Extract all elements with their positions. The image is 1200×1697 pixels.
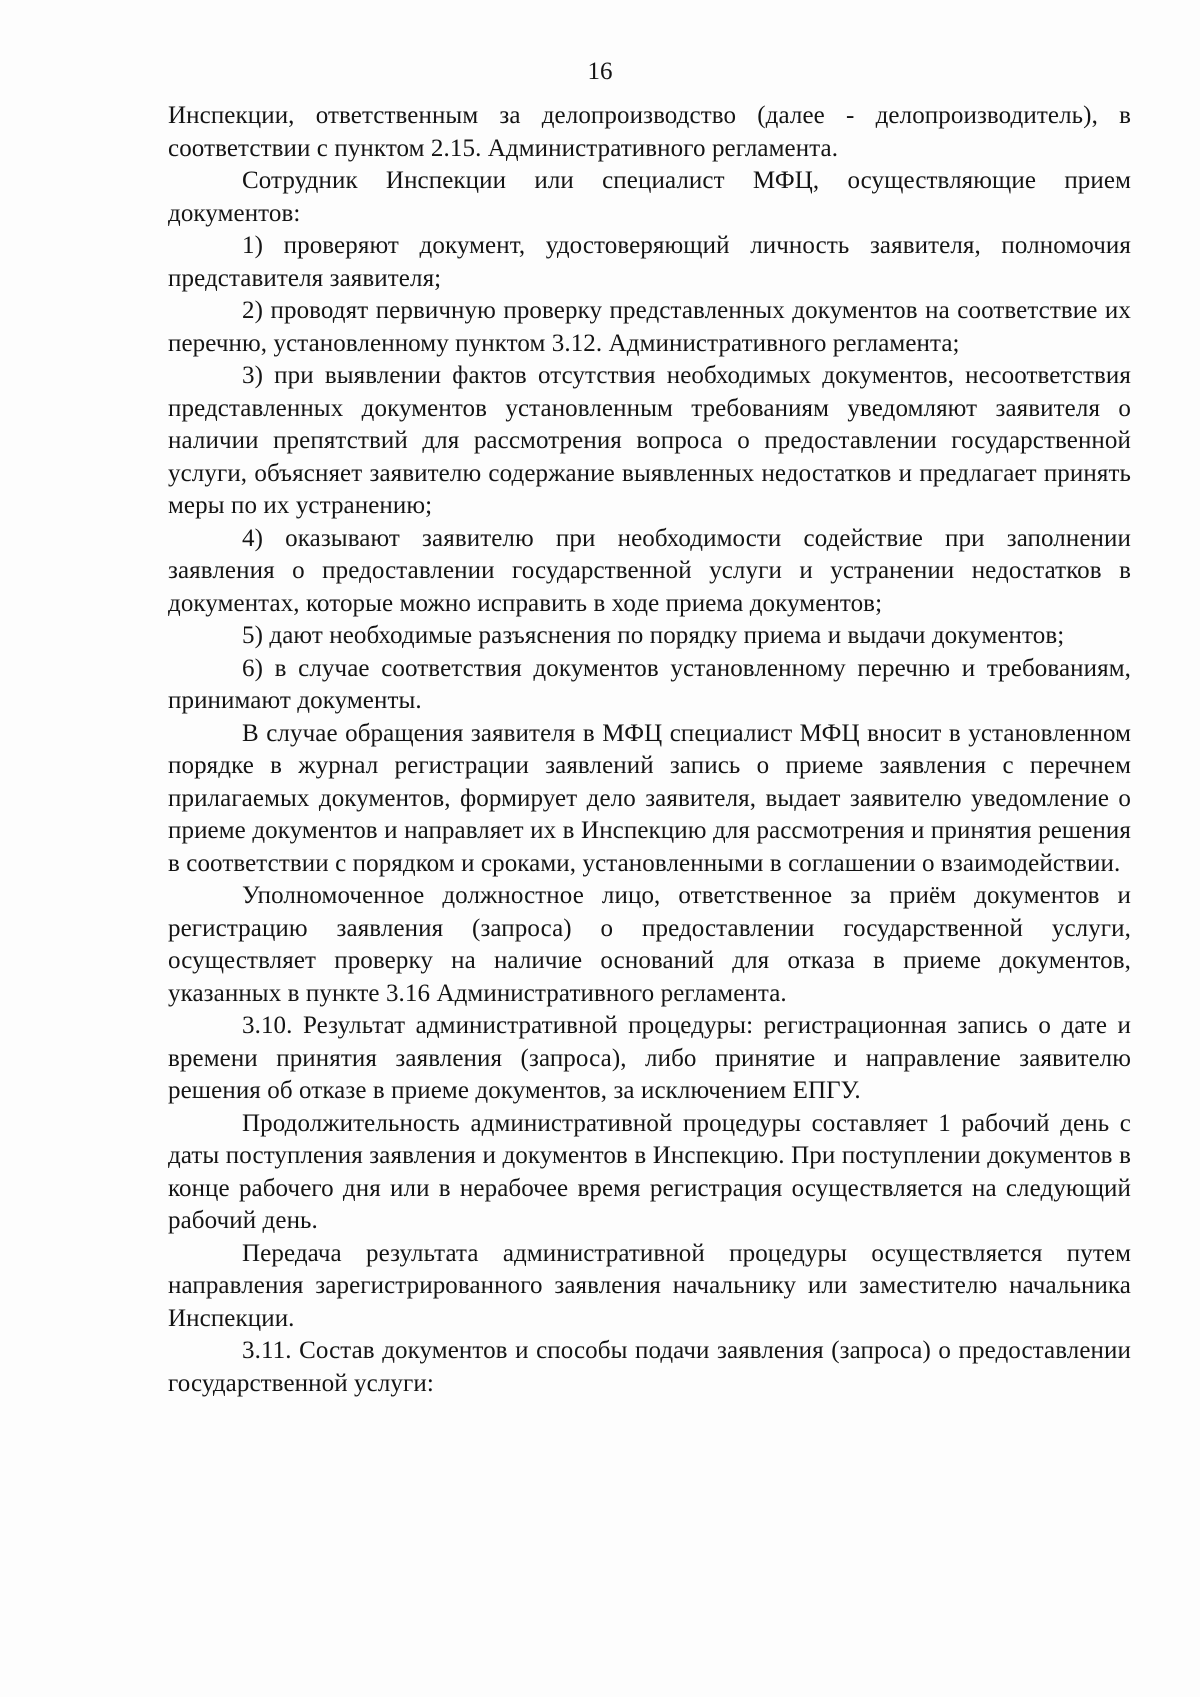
- paragraph: Передача результата административной процедуры осуществляется путем направления зарегистрированного заявления начальнику или заместителю начальника Инспекции.: [168, 1239, 1131, 1332]
- list-item-2: 2) проводят первичную проверку представленных документов на соответствие их перечню, установленному пунктом 3.12. Административного регламента;: [168, 297, 1131, 357]
- paragraph: Сотрудник Инспекции или специалист МФЦ, осуществляющие прием документов:: [168, 167, 1131, 227]
- section-3-11: 3.11. Состав документов и способы подачи заявления (запроса) о предоставлении государственной услуги:: [168, 1337, 1131, 1397]
- section-3-10: 3.10. Результат административной процедуры: регистрационная запись о дате и времени принятия заявления (запроса), либо принятие и направление заявителю решения об отказе в приеме документов, за исключением ЕПГУ.: [168, 1012, 1131, 1104]
- paragraph: В случае обращения заявителя в МФЦ специалист МФЦ вносит в установленном порядке в журнал регистрации заявлений запись о приеме заявления с перечнем прилагаемых документов, формирует дело заявителя, выдает заявителю уведомление о приеме документов и направляет их в Инспекцию для рассмотрения и принятия решения в соответствии с порядком и сроками, установленными в соглашении о взаимодействии.: [168, 719, 1131, 877]
- list-item-6: 6) в случае соответствия документов установленному перечню и требованиям, принимают документы.: [168, 654, 1131, 714]
- list-item-5: 5) дают необходимые разъяснения по порядку приема и выдачи документов;: [242, 622, 1065, 649]
- paragraph-continuation: Инспекции, ответственным за делопроизводство (далее - делопроизводитель), в соответствии с пунктом 2.15. Административного регламента.: [168, 102, 1131, 162]
- document-body: [168, 100, 1131, 1400]
- list-item-4: 4) оказывают заявителю при необходимости содействие при заполнении заявления о предоставлении государственной услуги и устранении недостатков в документах, которые можно исправить в ходе приема документов;: [168, 524, 1131, 617]
- list-item-1: 1) проверяют документ, удостоверяющий личность заявителя, полномочия представителя заявителя;: [168, 232, 1131, 292]
- paragraph: Уполномоченное должностное лицо, ответственное за приём документов и регистрацию заявления (запроса) о предоставлении государственной услуги, осуществляет проверку на наличие оснований для отказа в приеме документов, указанных в пункте 3.16 Административного регламента.: [168, 882, 1131, 1007]
- page-number: 16: [587, 58, 613, 85]
- paragraph: Продолжительность административной процедуры составляет 1 рабочий день с даты поступления заявления и документов в Инспекцию. При поступлении документов в конце рабочего дня или в нерабочее время регистрация осуществляется на следующий рабочий день.: [168, 1109, 1131, 1234]
- list-item-3: 3) при выявлении фактов отсутствия необходимых документов, несоответствия представленных документов установленным требованиям уведомляют заявителя о наличии препятствий для рассмотрения вопроса о предоставлении государственной услуги, объясняет заявителю содержание выявленных недостатков и предлагает принять меры по их устранению;: [168, 362, 1131, 519]
